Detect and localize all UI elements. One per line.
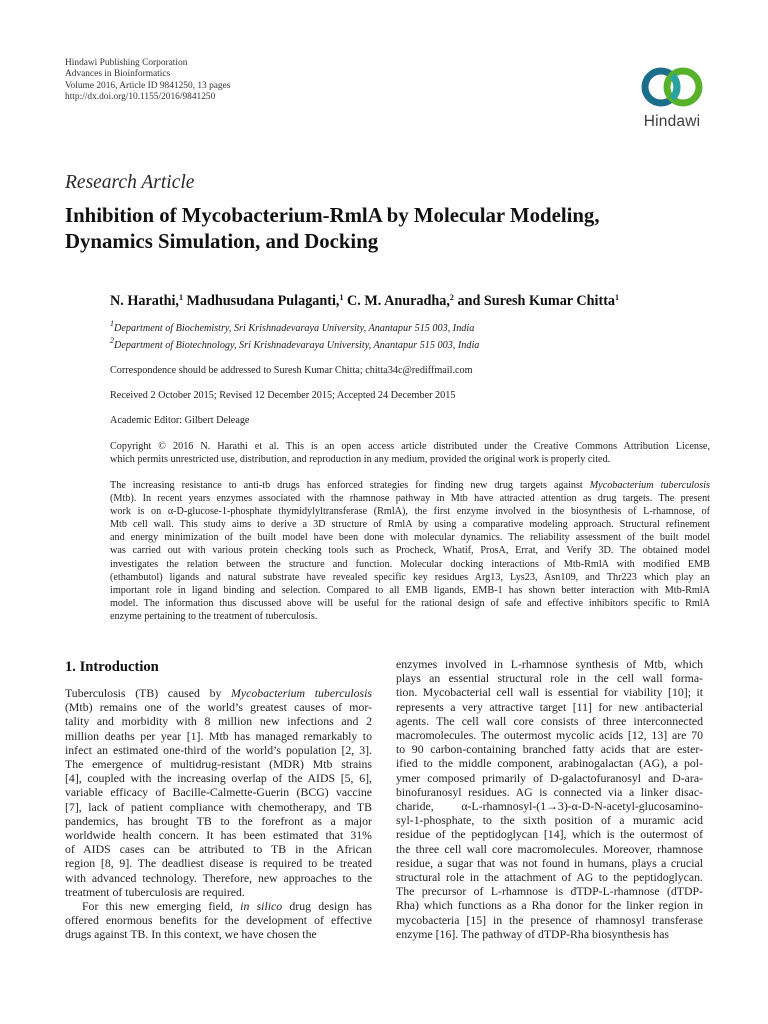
publisher-name: Hindawi Publishing Corporation xyxy=(65,58,188,68)
body-text-line: worldwide health concern. It has been estimated that 31% xyxy=(65,828,372,843)
body-text-line: tality and morbidity with 8 million new infections and 2 xyxy=(65,714,372,729)
volume-info: Volume 2016, Article ID 9841250, 13 pages xyxy=(65,80,231,91)
body-text-line: syl-1-phosphate, to the sixth position of a muramic acid xyxy=(396,813,703,828)
author-affiliation-mark: 1 xyxy=(615,293,620,302)
author-list xyxy=(110,293,619,310)
body-text-line: residue, a sugar that was not found in humans, plays a crucial xyxy=(396,855,703,870)
abstract-line: enzyme pertaining to the treatment of tuberculosis. xyxy=(110,610,318,622)
section-heading: 1. Introduction xyxy=(65,659,159,675)
correspondence: Correspondence should be addressed to Suresh Kumar Chitta; chitta34c@rediffmail.com xyxy=(110,365,473,376)
body-text-line: mycobacteria [15] in the presence of rhamnosyl transferase xyxy=(396,912,703,927)
hindawi-logo xyxy=(632,63,712,135)
abstract-line: work is on α-D-glucose-1-phosphate thymidylyltransferase (RmlA), the first enzyme involved in the biosynthesis of L-rhamnose, of xyxy=(110,506,710,518)
abstract-line: and energy minimization of the built model have been done with molecular dynamics. The reliability assessment of the built model xyxy=(110,532,710,544)
abstract xyxy=(110,479,710,623)
body-text-line: Rha) which functions as a Rha donor for the linker region in xyxy=(396,898,703,913)
body-text-line: [7], lack of patient compliance with chemotherapy, and TB xyxy=(65,799,372,814)
body-text-line: to 90 carbon-containing branched fatty acids that are ester- xyxy=(396,742,703,757)
abstract-line: Mtb cell wall. This study aims to derive a 3D structure of RmlA by using a comparative modeling approach. Structural refinement xyxy=(110,519,710,531)
body-text-line: tion. Mycobacterial cell wall is essential for viability [10]; it xyxy=(396,685,703,700)
copyright-line: which permits unrestricted use, distribution, and reproduction in any medium, provided the original work is properly cited. xyxy=(110,454,611,466)
body-text-line: plays an essential structural role in the cell wall forma- xyxy=(396,671,703,686)
author-name: C. M. Anuradha, xyxy=(347,293,450,309)
affiliation-text: Department of Biotechnology, Sri Krishnadevaraya University, Anantapur 515 003, India xyxy=(114,340,480,351)
hindawi-logo-icon xyxy=(632,63,712,113)
body-text-line: infect an estimated one-third of the world’s population [2, 3]. xyxy=(65,742,372,757)
affiliation xyxy=(110,336,480,351)
body-text-line: The emergence of multidrug-resistant (MDR) Mtb strains xyxy=(65,757,372,772)
academic-editor: Academic Editor: Gilbert Deleage xyxy=(110,415,250,426)
article-title-line: Inhibition of Mycobacterium-RmlA by Molecular Modeling, xyxy=(65,204,600,227)
body-text-line: For this new emerging field, in silico drug design has xyxy=(82,899,372,914)
body-text-line: region [8, 9]. The deadliest disease is required to be treated xyxy=(65,856,372,871)
body-text-line: ymer composed primarily of D-galactofuranosyl and D-ara- xyxy=(396,770,703,785)
article-dates: Received 2 October 2015; Revised 12 December 2015; Accepted 24 December 2015 xyxy=(110,390,456,401)
author-affiliation-mark: 1 xyxy=(339,293,344,302)
abstract-line: important role in ligand binding and selection. Compared to all EMB ligands, EMB-1 has shown better interaction with Mtb-RmlA xyxy=(110,584,710,596)
affiliation-number: 1 xyxy=(110,319,114,328)
body-text-line: enzyme [16]. The pathway of dTDP-Rha biosynthesis has xyxy=(396,926,670,941)
abstract-line: (Mtb). In recent years enzymes associated with the rhamnose pathway in Mtb have attracted attention as drug targets. The present xyxy=(110,493,710,505)
article-title xyxy=(65,203,725,255)
body-text-line: represents a very attractive target [11] for new antibacterial xyxy=(396,699,703,714)
body-text-line: agents. The cell wall core consists of three interconnected xyxy=(396,713,703,728)
body-text-line: ified to the middle component, arabinogalactan (AG), a pol- xyxy=(396,756,703,771)
body-text-line: structural role in the attachment of AG to the peptidoglycan. xyxy=(396,870,703,885)
body-text-line: [4], coupled with the increasing overlap of the AIDS [5, 6], xyxy=(65,771,372,786)
author-affiliation-mark: 2 xyxy=(449,293,454,302)
author-name: Madhusudana Pulaganti, xyxy=(186,293,340,309)
article-title-line: Dynamics Simulation, and Docking xyxy=(65,230,379,253)
body-text-line: binofuranosyl residues. AG is connected via a linker disac- xyxy=(396,784,703,799)
body-column-left xyxy=(65,686,372,942)
publication-info xyxy=(65,58,230,104)
body-column-right xyxy=(396,657,703,941)
body-text-line: variable efficacy of Bacille-Calmette-Guerin (BCG) vaccine xyxy=(65,785,372,800)
affiliation-text: Department of Biochemistry, Sri Krishnadevaraya University, Anantapur 515 003, India xyxy=(114,323,475,334)
copyright-line: Copyright © 2016 N. Harathi et al. This is an open access article distributed under the Creative Commons Attribution License, xyxy=(110,441,710,452)
body-text-line: million deaths per year [1]. Mtb has managed remarkably to xyxy=(65,728,372,743)
body-text-line: Tuberculosis (TB) caused by Mycobacterium tuberculosis xyxy=(65,686,372,700)
body-text-line: The precursor of L-rhamnose is dTDP-L-rhamnose (dTDP- xyxy=(396,884,703,899)
abstract-line: The increasing resistance to anti-tb drugs has enforced strategies for finding new drug targets against Mycobacterium tuberculosis xyxy=(110,480,710,491)
body-text-line: of AIDS cases can be attributed to TB in the African xyxy=(65,842,372,857)
body-text-line: charide, α-L-rhamnosyl-(1→3)-α-D-N-acetyl-glucosamino- xyxy=(396,799,703,814)
abstract-line: investigates the relation between the structure and function. Molecular docking interactions of Mtb-RmlA with modified EMB xyxy=(110,558,710,570)
author-affiliation-mark: 1 xyxy=(178,293,183,302)
body-text-line: with advanced technology. Therefore, new approaches to the xyxy=(65,870,372,885)
body-text-line: (Mtb) remains one of the world’s greatest causes of mor- xyxy=(65,700,372,715)
body-text-line: the three cell wall core macromolecules. Moreover, rhamnose xyxy=(396,841,703,856)
body-text-line: drugs against TB. In this context, we have chosen the xyxy=(65,927,317,942)
journal-name: Advances in Bioinformatics xyxy=(65,69,171,80)
abstract-line: model. The information thus discussed above will be useful for the rational design of safe and effective inhibitors specific to RmlA xyxy=(110,597,710,609)
affiliation xyxy=(110,319,475,334)
abstract-line: (ethambutol) ligands and natural substrate have revealed specific key residues Arg13, Lys23, Asn109, and Thr223 which play an xyxy=(110,571,710,583)
body-text-line: treatment of tuberculosis are required. xyxy=(65,884,245,899)
body-text-line: offered enormous benefits for the development of effective xyxy=(65,913,372,928)
hindawi-wordmark: Hindawi xyxy=(643,113,701,130)
body-text-line: residue of the peptidoglycan [14], which is the outermost of xyxy=(396,827,703,842)
article-type: Research Article xyxy=(65,172,195,193)
body-text-line: macromolecules. The outermost mycolic acids [12, 13] are 70 xyxy=(396,728,703,743)
copyright-notice xyxy=(110,440,710,466)
body-text-line: pandemics, has brought TB to the forefront as a major xyxy=(65,813,372,828)
affiliation-number: 2 xyxy=(110,336,114,345)
author-name: N. Harathi, xyxy=(110,293,179,309)
abstract-line: was carried out with various protein checking tools such as Procheck, Whatif, ProsA, Errat, and Verify 3D. The obtained model xyxy=(110,545,710,557)
author-name: and Suresh Kumar Chitta xyxy=(457,293,616,309)
body-text-line: enzymes involved in L-rhamnose synthesis of Mtb, which xyxy=(396,657,703,671)
doi-link[interactable]: http://dx.doi.org/10.1155/2016/9841250 xyxy=(65,92,216,103)
